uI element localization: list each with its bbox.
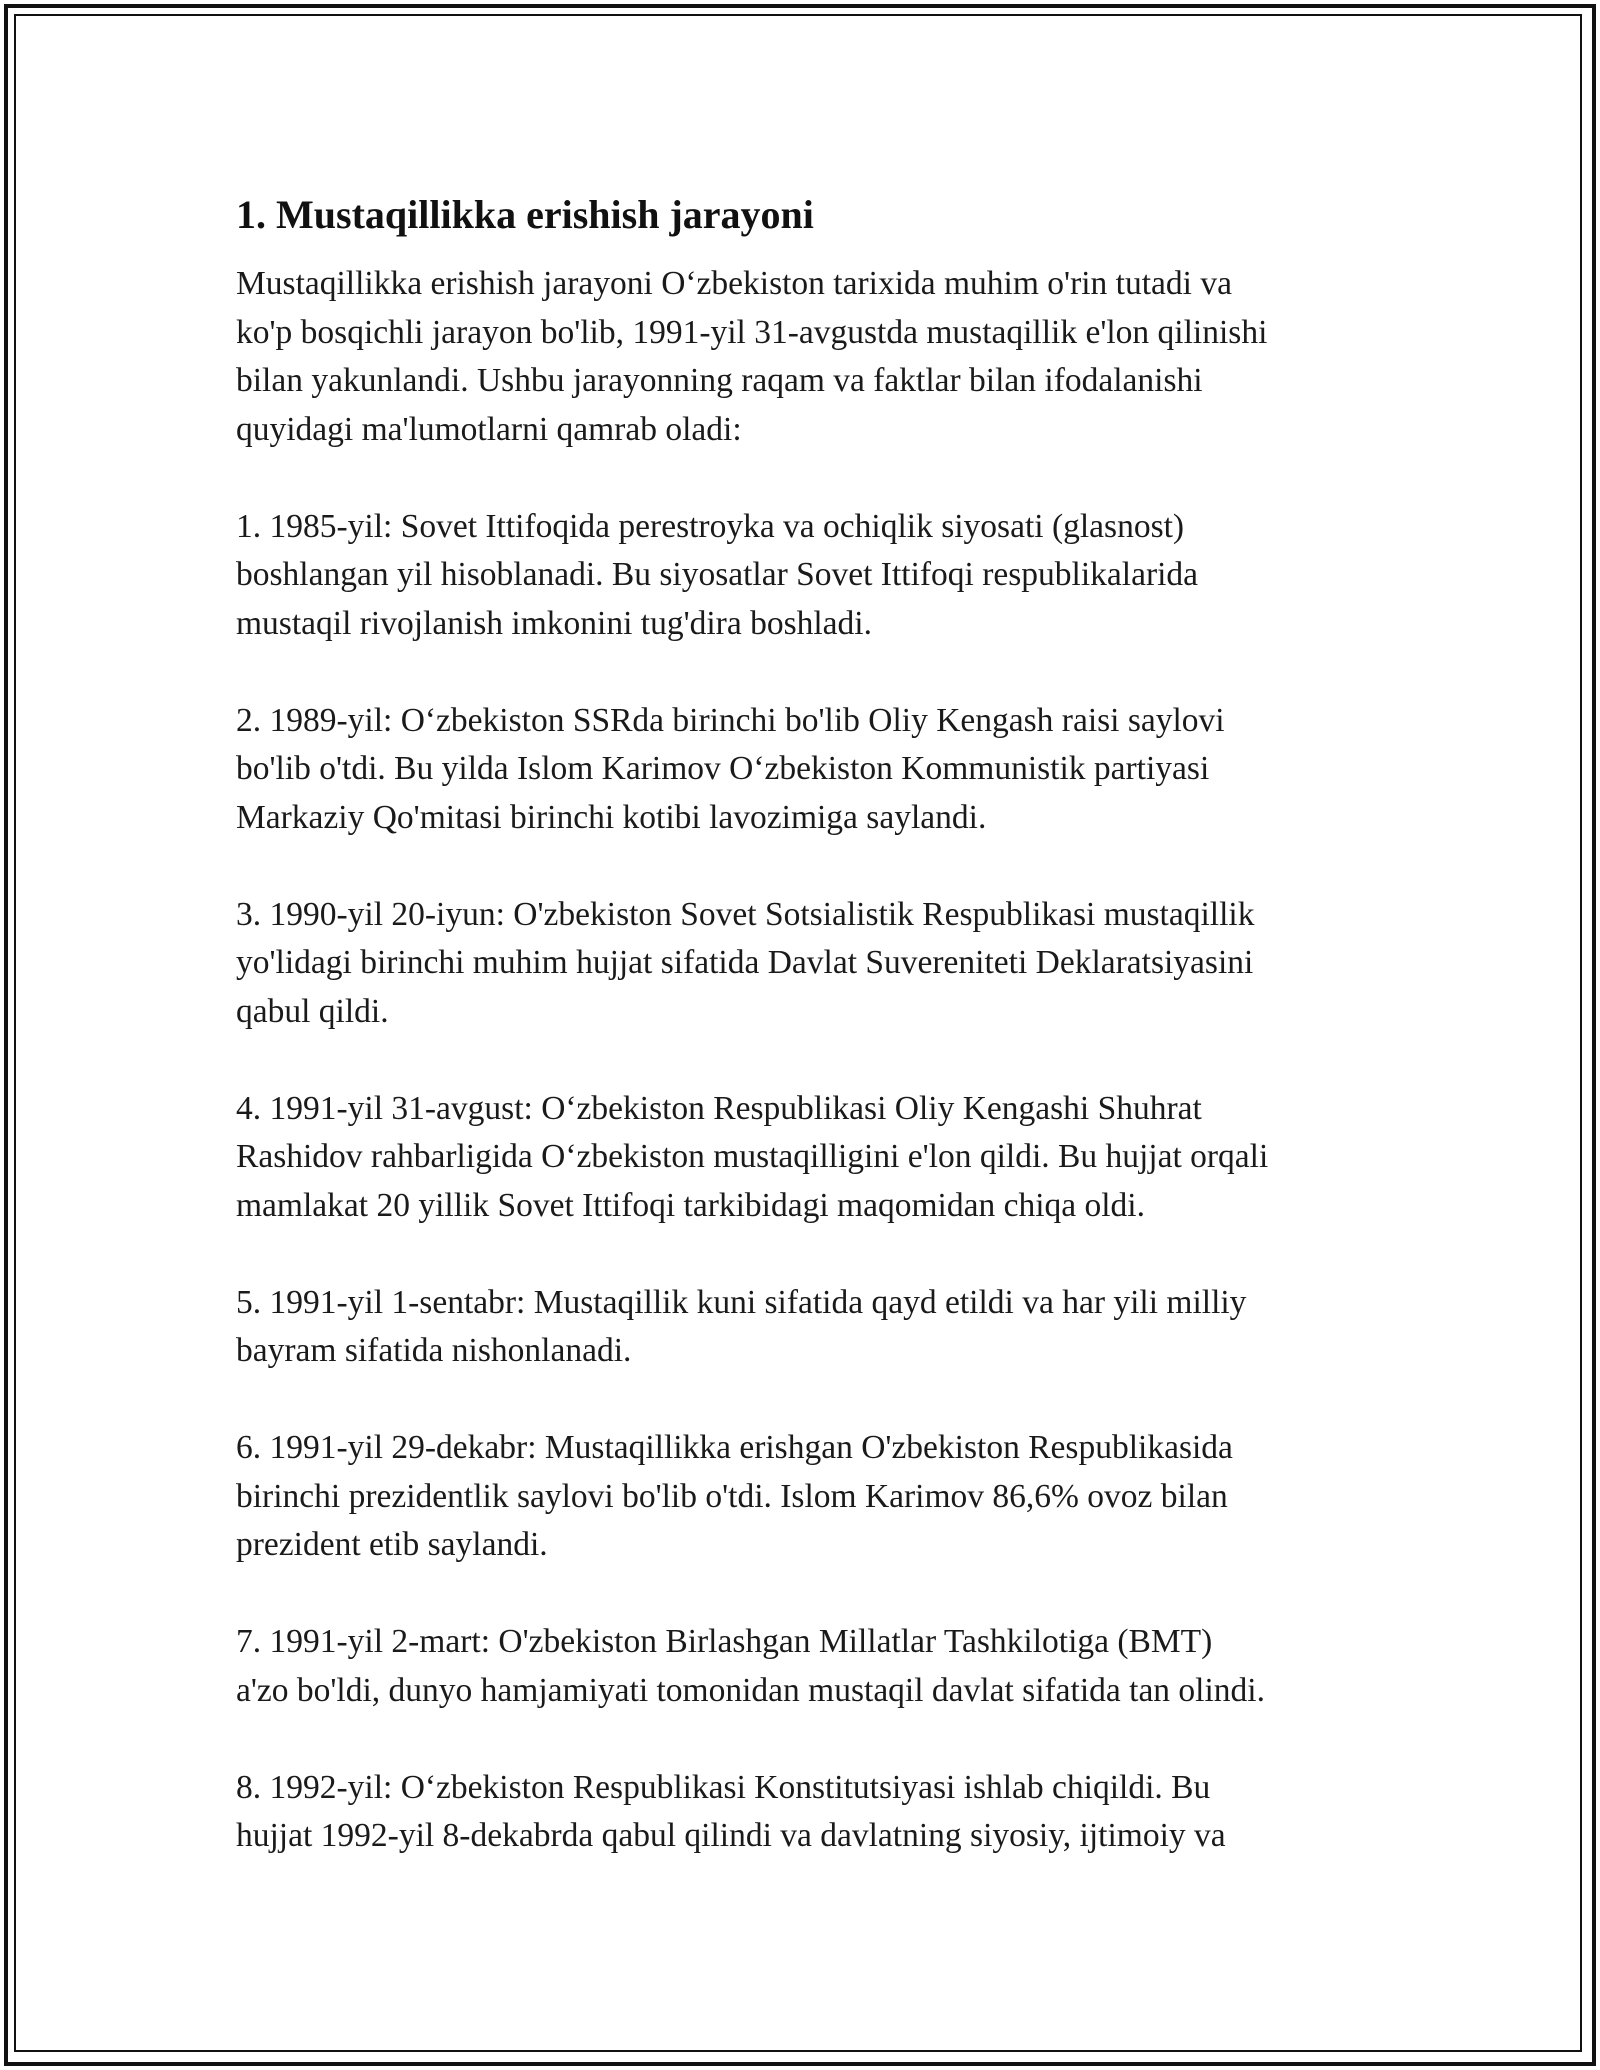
list-item: 6. 1991-yil 29-dekabr: Mustaqillikka erishgan O'zbekiston Respublikasida birinchi prezidentlik saylovi bo'lib o'tdi. Islom Karimov 86,6% ovoz bilan prezident etib saylandi. [236,1429,1233,1563]
paragraph-gap [236,1715,1376,1764]
document-body [236,188,1376,1861]
intro-paragraph: Mustaqillikka erishish jarayoni O‘zbekiston tarixida muhim o'rin tutadi va ko'p bosqichli jarayon bo'lib, 1991-yil 31-avgustda mustaqillik e'lon qilinishi bilan yakunlandi. Ushbu jarayonning raqam va faktlar bilan ifodalanishi quyidagi ma'lumotlarni qamrab oladi: [236,265,1268,448]
list-item: 1. 1985-yil: Sovet Ittifoqida perestroyka va ochiqlik siyosati (glasnost) boshlangan yil hisoblanadi. Bu siyosatlar Sovet Ittifoqi respublikalarida mustaqil rivojlanish imkonini tug'dira boshladi. [236,507,1199,642]
list-item: 8. 1992-yil: O‘zbekiston Respublikasi Konstitutsiyasi ishlab chiqildi. Bu hujjat 1992-yil 8-dekabrda qabul qilindi va davlatning siyosiy, ijtimoiy va [236,1768,1226,1854]
paragraph-gap [236,648,1376,697]
list-item: 5. 1991-yil 1-sentabr: Mustaqillik kuni sifatida qayd etildi va har yili milliy bayram sifatida nishonlanadi. [236,1283,1247,1369]
list-item: 3. 1990-yil 20-iyun: O'zbekiston Sovet Sotsialistik Respublikasi mustaqillik yo'lidagi birinchi muhim hujjat sifatida Davlat Suvereniteti Deklaratsiyasini qabul qildi. [236,895,1255,1030]
list-item: 2. 1989-yil: O‘zbekiston SSRda birinchi bo'lib Oliy Kengash raisi saylovi bo'lib o'tdi. Bu yilda Islom Karimov O‘zbekiston Kommunistik partiyasi Markaziy Qo'mitasi birinchi kotibi lavozimiga saylandi. [236,701,1225,836]
section-title: 1. Mustaqillikka erishish jarayoni [236,192,814,237]
paragraph-gap [236,1036,1376,1085]
paragraph-gap [236,1230,1376,1279]
paragraph-gap [236,1570,1376,1619]
paragraph-gap [236,454,1376,503]
list-item: 7. 1991-yil 2-mart: O'zbekiston Birlashgan Millatlar Tashkilotiga (BMT) a'zo bo'ldi, dunyo hamjamiyati tomonidan mustaqil davlat sifatida tan olindi. [236,1623,1265,1709]
paragraph-gap [236,1376,1376,1425]
paragraph-gap [236,842,1376,891]
list-item: 4. 1991-yil 31-avgust: O‘zbekiston Respublikasi Oliy Kengashi Shuhrat Rashidov rahbarligida O‘zbekiston mustaqilligini e'lon qildi. Bu hujjat orqali mamlakat 20 yillik Sovet Ittifoqi tarkibidagi maqomidan chiqa oldi. [236,1089,1269,1224]
